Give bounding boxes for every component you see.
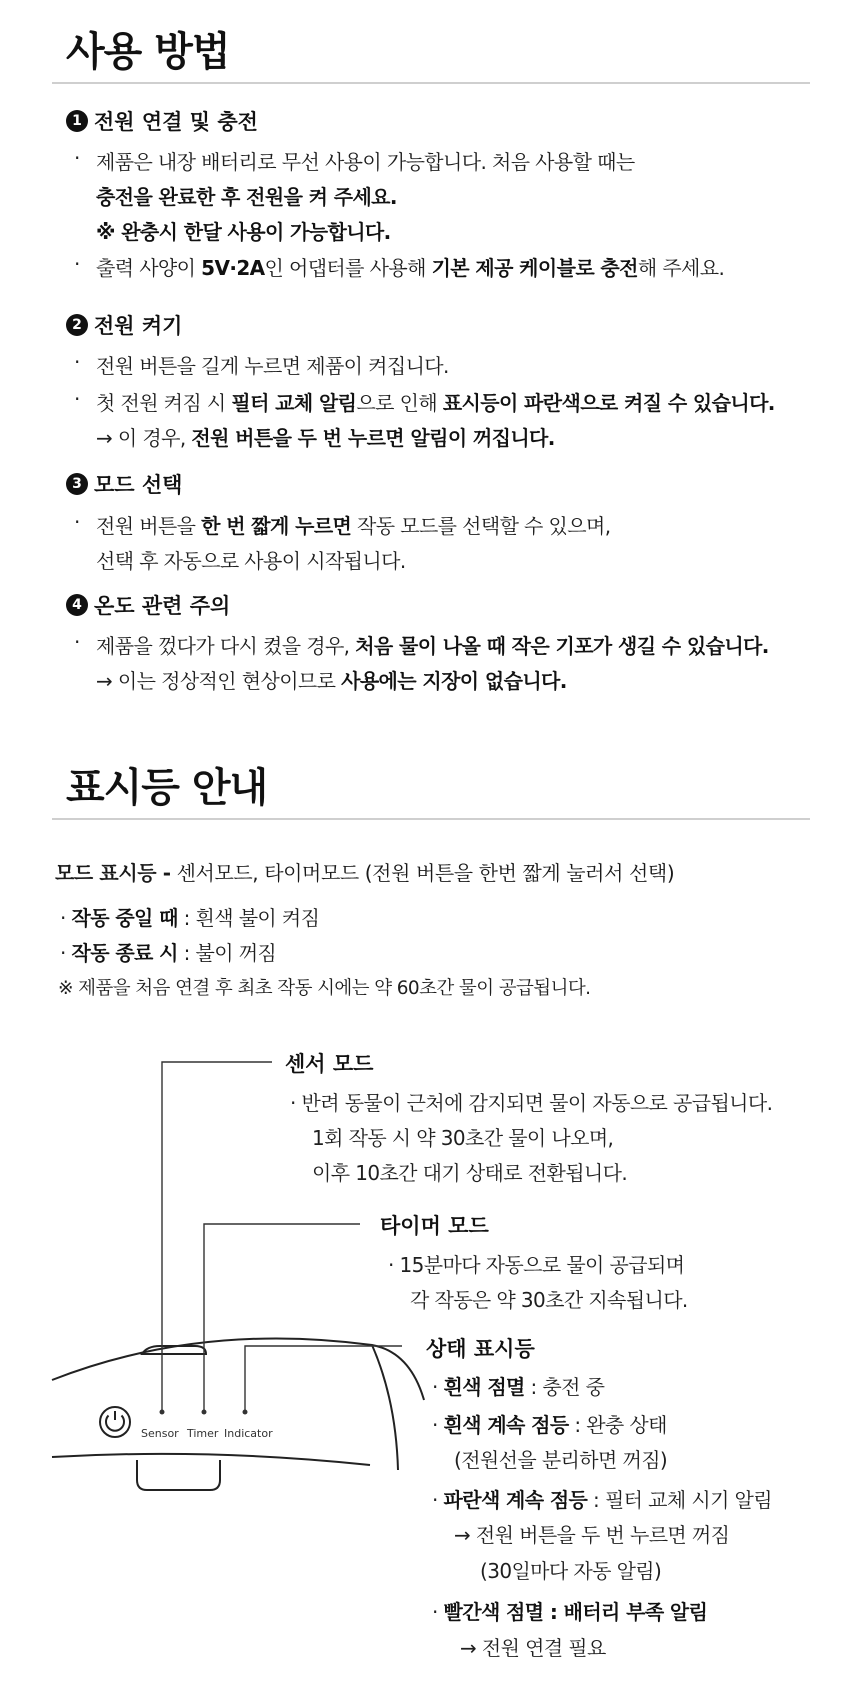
sensor-dot (160, 1410, 165, 1415)
text-run: 인 어댑터를 사용해 (264, 256, 432, 280)
text-run-bold: 사용에는 지장이 없습니다. (341, 669, 567, 693)
status-item-4: · 빨간색 점멸 : 배터리 부족 알림 (432, 1600, 708, 1624)
status-item-text: : 필터 교체 시기 알림 (587, 1488, 772, 1512)
status-item-3: · 파란색 계속 점등 : 필터 교체 시기 알림 (432, 1488, 772, 1512)
indicator-row-text: : 흰색 불이 켜짐 (177, 906, 320, 930)
timer-mode-title: 타이머 모드 (380, 1214, 489, 1238)
status-item-text: : 완충 상태 (568, 1413, 667, 1437)
indicator-row-label: 작동 종료 시 (71, 941, 178, 965)
bullet-dot: · (74, 252, 81, 276)
sensor-mode-line-2: 1회 작동 시 약 30초간 물이 나오며, (312, 1126, 614, 1150)
status-item-label: 파란색 계속 점등 (443, 1488, 588, 1512)
indicator-note: ※ 제품을 처음 연결 후 최초 작동 시에는 약 60초간 물이 공급됩니다. (58, 978, 591, 999)
step-number-badge: 4 (66, 594, 88, 616)
indicator-title: 표시등 안내 (66, 765, 268, 811)
sensor-callout-line (162, 1062, 272, 1412)
text-run: 반려 동물이 근처에 감지되면 물이 자동으로 공급됩니다. (301, 1091, 773, 1115)
status-item-label: 흰색 점멸 (443, 1375, 525, 1399)
text-run: 제품은 내장 배터리로 무선 사용이 가능합니다. 처음 사용할 때는 (96, 150, 635, 174)
text-run: → 이 경우, (96, 426, 192, 450)
device-label-sensor: Sensor (141, 1427, 179, 1440)
step-number-badge: 3 (66, 473, 88, 495)
indicator-dot (243, 1410, 248, 1415)
status-item-1: · 흰색 점멸 : 충전 중 (432, 1375, 605, 1399)
status-item-label: 흰색 계속 점등 (443, 1413, 569, 1437)
step-1-title: 전원 연결 및 충전 (94, 110, 258, 134)
text-run-bold: 전원 버튼을 두 번 누르면 알림이 꺼집니다. (191, 426, 555, 450)
status-item-2: · 흰색 계속 점등 : 완충 상태 (432, 1413, 667, 1437)
device-label-indicator: Indicator (224, 1427, 273, 1440)
text-run: → 이는 정상적인 현상이므로 (96, 669, 342, 693)
text-run: 으로 인해 (356, 391, 443, 415)
mode-indicator-label: 모드 표시등 - (55, 861, 171, 885)
indicator-row-label: 작동 중일 때 (71, 906, 178, 930)
text-run-bold: 처음 물이 나올 때 작은 기포가 생길 수 있습니다. (355, 634, 769, 658)
text-run-bold: 충전을 완료한 후 전원을 켜 주세요. (96, 185, 397, 209)
timer-mode-line-1: · 15분마다 자동으로 물이 공급되며 (388, 1253, 685, 1277)
status-indicator-title: 상태 표시등 (426, 1337, 535, 1361)
indicator-callout-line (245, 1346, 402, 1412)
bullet-dot: · (74, 146, 81, 170)
status-item-4-sub-1: → 전원 연결 필요 (460, 1636, 606, 1660)
bullet-dot: · (74, 510, 81, 534)
text-run-bold: 표시등이 파란색으로 켜질 수 있습니다. (442, 391, 775, 415)
bullet-dot: · (74, 387, 81, 411)
text-run: 전원 버튼을 (96, 514, 202, 538)
timer-callout-line (204, 1224, 360, 1412)
indicator-row-1: · 작동 중일 때 : 흰색 불이 켜짐 (60, 906, 320, 930)
text-run: 제품을 껐다가 다시 켰을 경우, (96, 634, 356, 658)
text-run: 15분마다 자동으로 물이 공급되며 (399, 1253, 685, 1277)
mode-indicator-text: 센서모드, 타이머모드 (전원 버튼을 한번 짧게 눌러서 선택) (170, 861, 675, 885)
device-label-timer: Timer (187, 1427, 219, 1440)
timer-dot (202, 1410, 207, 1415)
bullet-dot: · (74, 630, 81, 654)
text-run: 전원 버튼을 길게 누르면 제품이 켜집니다. (96, 354, 449, 378)
status-item-2-sub-1: (전원선을 분리하면 꺼짐) (454, 1448, 668, 1472)
sensor-mode-line-3: 이후 10초간 대기 상태로 전환됩니다. (312, 1161, 628, 1185)
indicator-row-2: · 작동 종료 시 : 불이 꺼짐 (60, 941, 277, 965)
timer-mode-line-2: 각 작동은 약 30초간 지속됩니다. (410, 1288, 688, 1312)
text-run-bold: 기본 제공 케이블로 충전 (431, 256, 638, 280)
status-item-3-sub-1: → 전원 버튼을 두 번 누르면 꺼짐 (454, 1523, 730, 1547)
text-run: 출력 사양이 (96, 256, 202, 280)
text-run: 해 주세요. (637, 256, 725, 280)
status-item-label: 빨간색 점멸 (443, 1600, 544, 1624)
sensor-mode-line-1: · 반려 동물이 근처에 감지되면 물이 자동으로 공급됩니다. (290, 1091, 773, 1115)
text-run-bold: 5V·2A (201, 256, 265, 280)
step-number-badge: 1 (66, 110, 88, 132)
sensor-mode-title: 센서 모드 (285, 1052, 374, 1076)
step-3-title: 모드 선택 (94, 473, 183, 497)
step-4-title: 온도 관련 주의 (94, 594, 231, 618)
text-run: 첫 전원 켜짐 시 (96, 391, 232, 415)
device-dome-outline (52, 1338, 424, 1400)
text-run-bold: ※ 완충시 한달 사용이 가능합니다. (96, 220, 391, 244)
status-item-3-sub-2: (30일마다 자동 알림) (480, 1559, 662, 1583)
usage-title: 사용 방법 (66, 29, 230, 75)
device-dome-right (372, 1345, 398, 1470)
status-item-text: : 충전 중 (524, 1375, 605, 1399)
indicator-row-text: : 불이 꺼짐 (177, 941, 277, 965)
step-number-badge: 2 (66, 314, 88, 336)
device-base-line (52, 1454, 370, 1465)
bullet-dot: · (74, 350, 81, 374)
status-item-text: : 배터리 부족 알림 (543, 1600, 708, 1624)
text-run-bold: 한 번 짧게 누르면 (201, 514, 352, 538)
power-icon (100, 1407, 130, 1437)
text-run-bold: 필터 교체 알림 (231, 391, 357, 415)
text-run: 선택 후 자동으로 사용이 시작됩니다. (96, 549, 406, 573)
step-2-title: 전원 켜기 (94, 314, 183, 338)
text-run: 작동 모드를 선택할 수 있으며, (351, 514, 611, 538)
device-tray (137, 1460, 220, 1490)
